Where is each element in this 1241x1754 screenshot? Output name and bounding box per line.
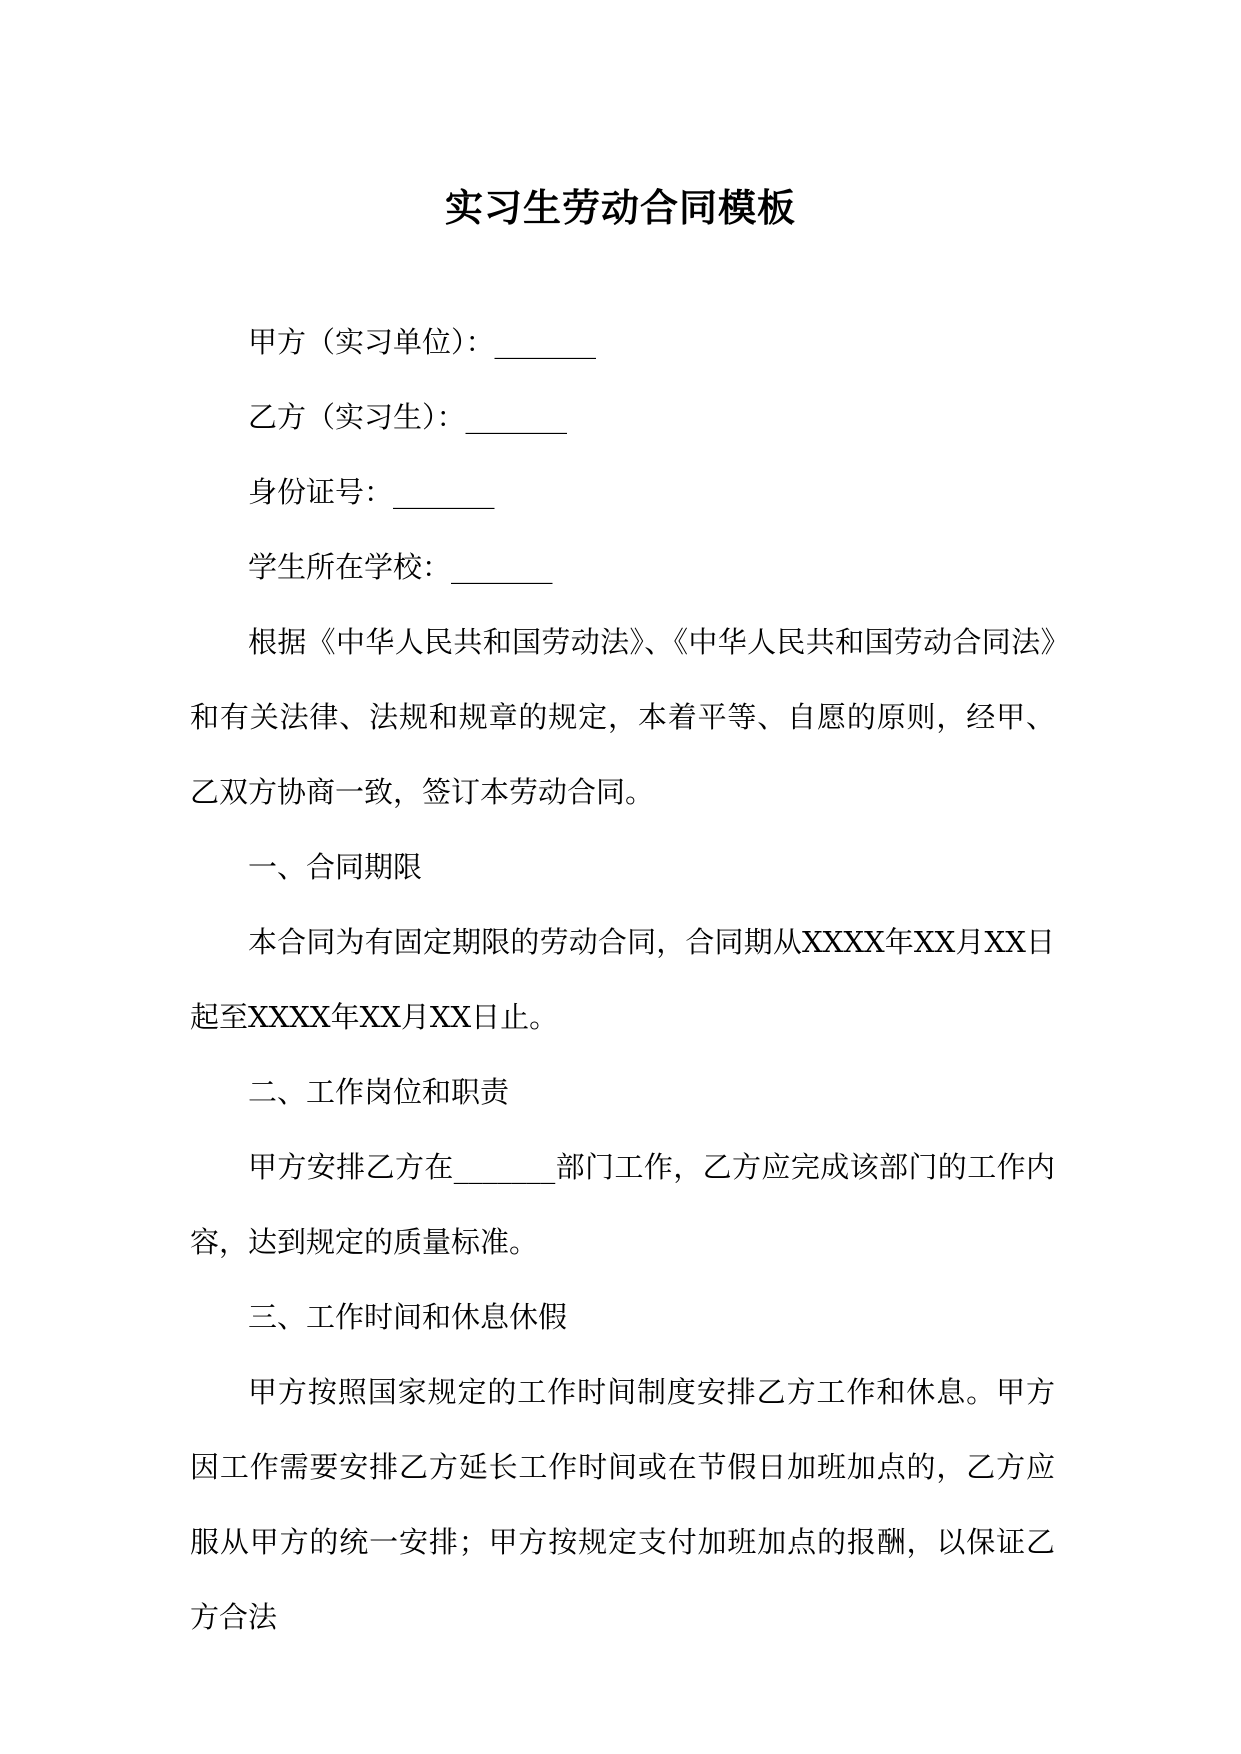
- id-number-line: 身份证号：_______: [248, 475, 495, 509]
- party-a-line: 甲方（实习单位）：_______: [248, 325, 597, 359]
- document-body: [190, 305, 1055, 1655]
- school-line: 学生所在学校：_______: [248, 550, 553, 584]
- term-paragraph: 本合同为有固定期限的劳动合同，合同期从XXXX年XX月XX日起至XXXX年XX月XX日止。: [190, 925, 1055, 1034]
- document-title: 实习生劳动合同模板: [444, 185, 796, 230]
- party-b-line: 乙方（实习生）：_______: [248, 400, 568, 434]
- preamble-paragraph: 根据《中华人民共和国劳动法》、《中华人民共和国劳动合同法》和有关法律、法规和规章的规定，本着平等、自愿的原则，经甲、乙双方协商一致，签订本劳动合同。: [190, 625, 1055, 809]
- section-heading-term: 一、合同期限: [248, 850, 423, 884]
- section-heading-position: 二、工作岗位和职责: [248, 1075, 510, 1109]
- position-paragraph: 甲方安排乙方在_______部门工作，乙方应完成该部门的工作内容，达到规定的质量标准。: [190, 1150, 1055, 1259]
- section-heading-hours: 三、工作时间和休息休假: [248, 1300, 568, 1334]
- hours-paragraph: 甲方按照国家规定的工作时间制度安排乙方工作和休息。甲方因工作需要安排乙方延长工作时间或在节假日加班加点的，乙方应服从甲方的统一安排；甲方按规定支付加班加点的报酬，以保证乙方合法: [190, 1375, 1055, 1634]
